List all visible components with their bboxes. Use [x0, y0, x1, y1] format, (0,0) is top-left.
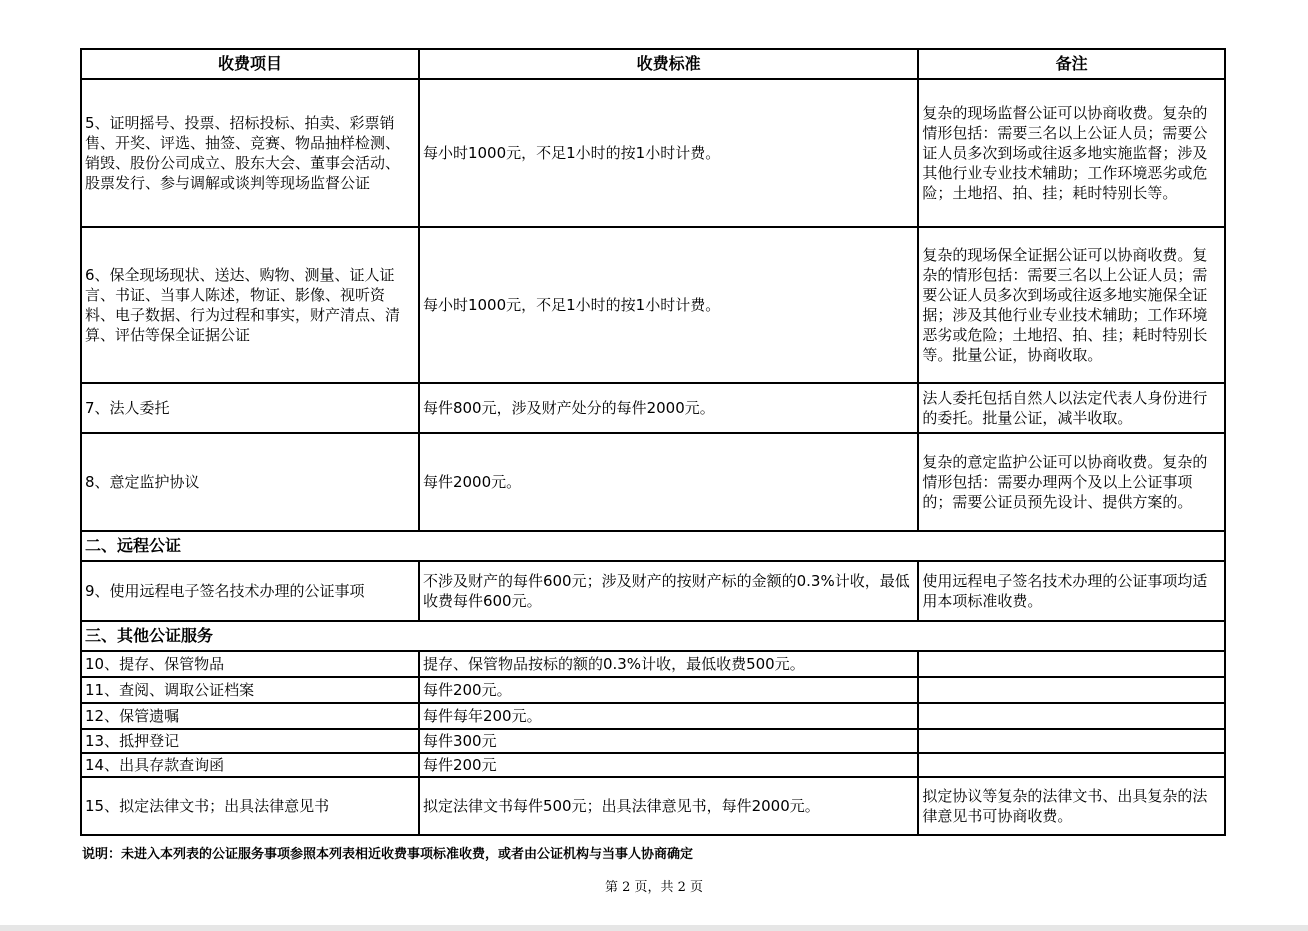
cell-standard: 每件每年200元。 [419, 703, 918, 729]
cell-remark: 复杂的现场保全证据公证可以协商收费。复杂的情形包括：需要三名以上公证人员；需要公证人员多次到场或往返多地实施保全证据；涉及其他行业专业技术辅助；工作环境恶劣或危险；土地招、拍、挂；耗时特别长等。批量公证，协商收取。 [918, 227, 1225, 383]
cell-standard: 每件200元。 [419, 677, 918, 703]
table-row [81, 383, 1225, 433]
cell-item: 7、法人委托 [81, 383, 419, 433]
cell-remark: 复杂的意定监护公证可以协商收费。复杂的情形包括：需要办理两个及以上公证事项的；需要公证员预先设计、提供方案的。 [918, 433, 1225, 531]
cell-item: 9、使用远程电子签名技术办理的公证事项 [81, 561, 419, 621]
cell-standard: 提存、保管物品按标的额的0.3%计收，最低收费500元。 [419, 651, 918, 677]
cell-remark: 使用远程电子签名技术办理的公证事项均适用本项标准收费。 [918, 561, 1225, 621]
cell-item: 8、意定监护协议 [81, 433, 419, 531]
header-remark: 备注 [918, 49, 1225, 79]
cell-item: 5、证明摇号、投票、招标投标、拍卖、彩票销售、开奖、评选、抽签、竞赛、物品抽样检测、销毁、股份公司成立、股东大会、董事会活动、股票发行、参与调解或谈判等现场监督公证 [81, 79, 419, 227]
header-standard: 收费标准 [419, 49, 918, 79]
table-header-row [81, 49, 1225, 79]
table-row [81, 561, 1225, 621]
cell-item: 11、查阅、调取公证档案 [81, 677, 419, 703]
cell-standard: 不涉及财产的每件600元；涉及财产的按财产标的金额的0.3%计收，最低收费每件600元。 [419, 561, 918, 621]
cell-remark [918, 677, 1225, 703]
cell-remark: 法人委托包括自然人以法定代表人身份进行的委托。批量公证，减半收取。 [918, 383, 1225, 433]
cell-standard: 拟定法律文书每件500元；出具法律意见书，每件2000元。 [419, 777, 918, 835]
fee-table-container [80, 48, 1226, 836]
cell-item: 15、拟定法律文书；出具法律意见书 [81, 777, 419, 835]
cell-remark: 复杂的现场监督公证可以协商收费。复杂的情形包括：需要三名以上公证人员；需要公证人员多次到场或往返多地实施监督；涉及其他行业专业技术辅助；工作环境恶劣或危险；土地招、拍、挂；耗时特别长等。 [918, 79, 1225, 227]
cell-standard: 每件800元，涉及财产处分的每件2000元。 [419, 383, 918, 433]
cell-remark [918, 753, 1225, 777]
table-row [81, 227, 1225, 383]
cell-standard: 每件300元 [419, 729, 918, 753]
cell-item: 13、抵押登记 [81, 729, 419, 753]
cell-item: 10、提存、保管物品 [81, 651, 419, 677]
cell-item: 14、出具存款查询函 [81, 753, 419, 777]
table-row [81, 729, 1225, 753]
fee-table [80, 48, 1226, 836]
table-row [81, 433, 1225, 531]
table-row [81, 677, 1225, 703]
cell-standard: 每小时1000元，不足1小时的按1小时计费。 [419, 79, 918, 227]
cell-standard: 每件2000元。 [419, 433, 918, 531]
cell-standard: 每小时1000元，不足1小时的按1小时计费。 [419, 227, 918, 383]
section-title: 三、其他公证服务 [81, 621, 1225, 651]
cell-remark [918, 651, 1225, 677]
header-item: 收费项目 [81, 49, 419, 79]
cell-remark: 拟定协议等复杂的法律文书、出具复杂的法律意见书可协商收费。 [918, 777, 1225, 835]
cell-remark [918, 729, 1225, 753]
bottom-divider [0, 925, 1308, 931]
table-row [81, 777, 1225, 835]
table-row [81, 651, 1225, 677]
cell-item: 12、保管遗嘱 [81, 703, 419, 729]
cell-remark [918, 703, 1225, 729]
table-row [81, 79, 1225, 227]
cell-standard: 每件200元 [419, 753, 918, 777]
footnote: 说明：未进入本列表的公证服务事项参照本列表相近收费事项标准收费，或者由公证机构与当事人协商确定 [82, 847, 694, 862]
table-row [81, 753, 1225, 777]
cell-item: 6、保全现场现状、送达、购物、测量、证人证言、书证、当事人陈述，物证、影像、视听资料、电子数据、行为过程和事实，财产清点、清算、评估等保全证据公证 [81, 227, 419, 383]
section-row [81, 531, 1225, 561]
page-number: 第 2 页，共 2 页 [604, 880, 704, 895]
section-row [81, 621, 1225, 651]
section-title: 二、远程公证 [81, 531, 1225, 561]
table-row [81, 703, 1225, 729]
